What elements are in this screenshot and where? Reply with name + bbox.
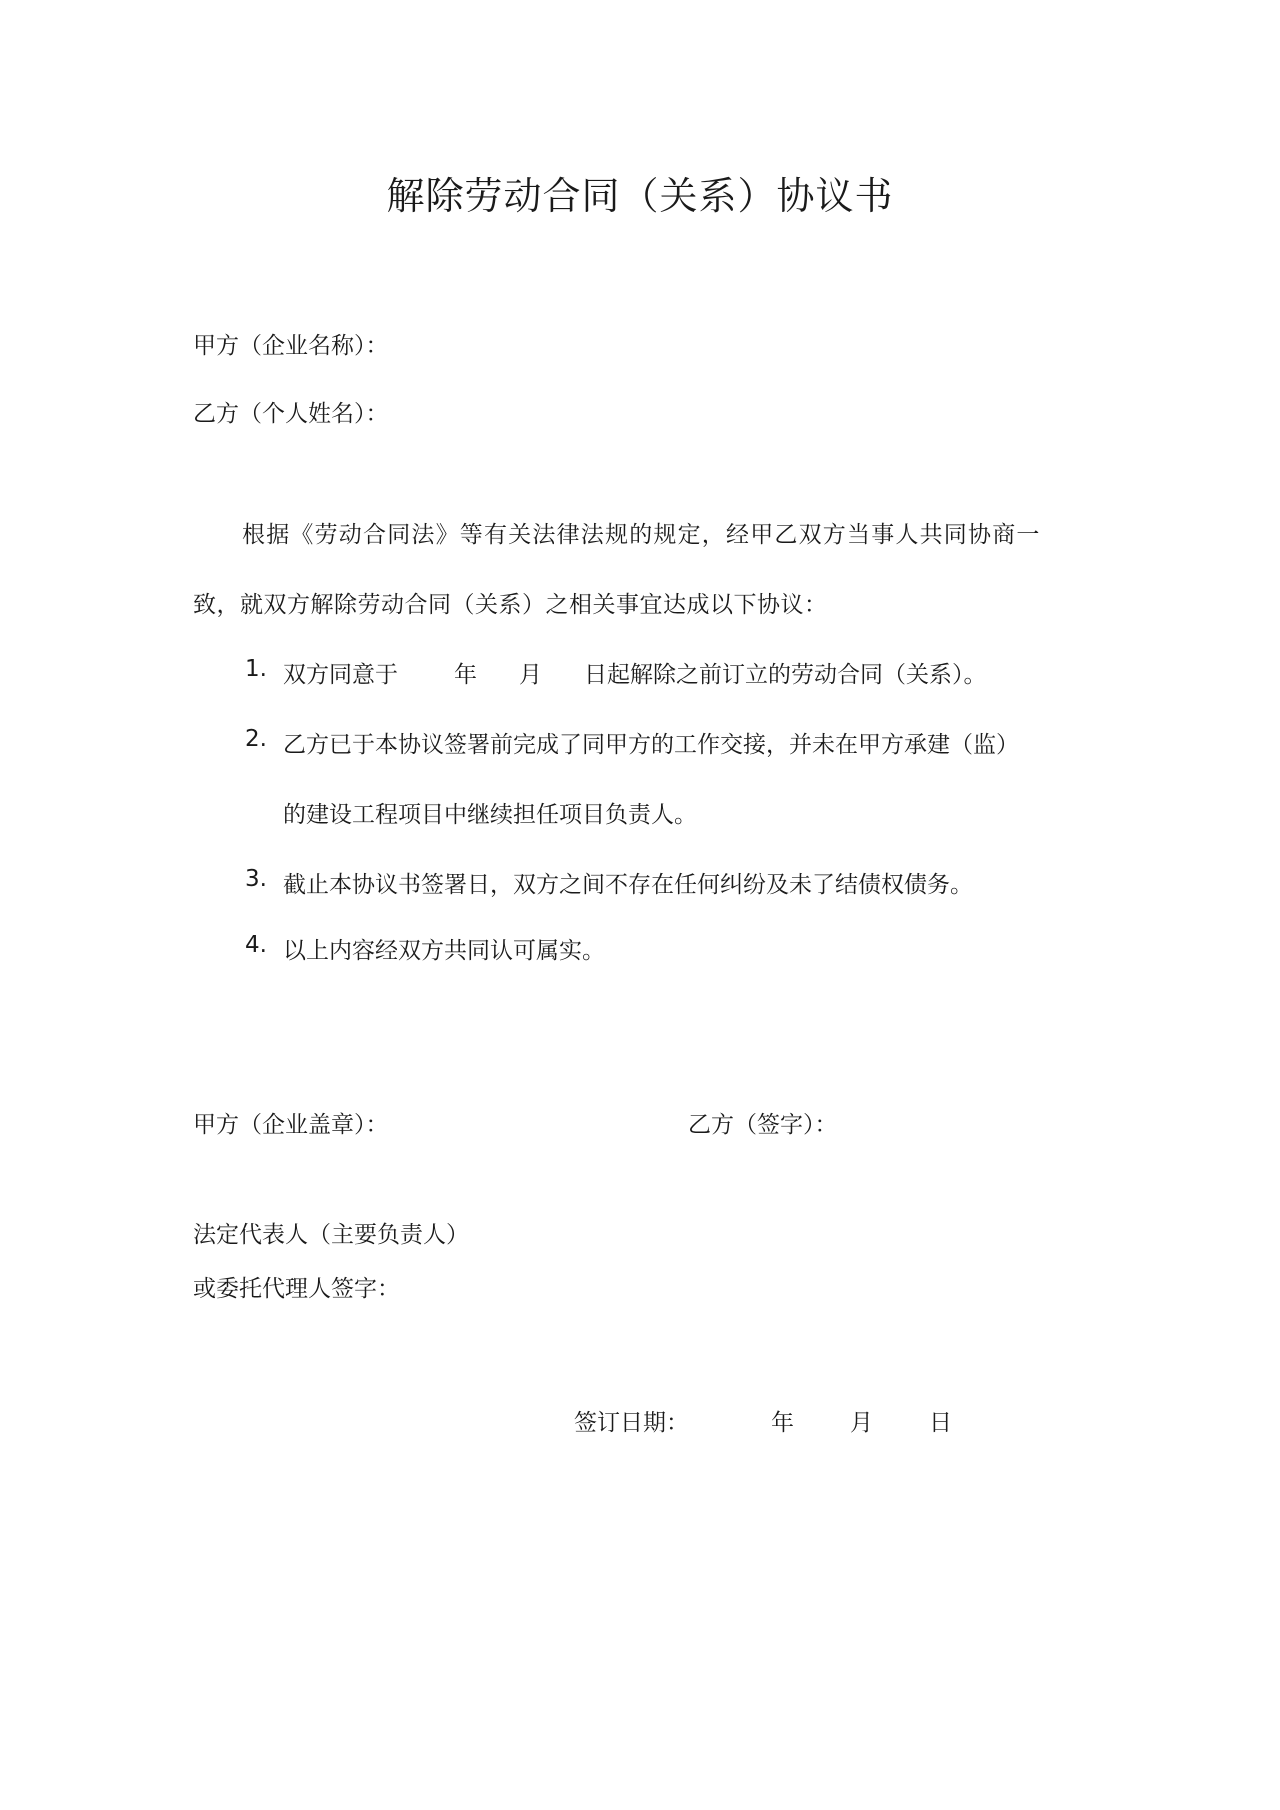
authorized-agent-signature-label: 或委托代理人签字： [193, 1276, 400, 1302]
item-text [283, 656, 987, 689]
item-1-text-after: 日起解除之前订立的劳动合同（关系）。 [584, 662, 987, 688]
signing-date-label: 签订日期： [574, 1410, 689, 1436]
intro-paragraph-line-2: 致，就双方解除劳动合同（关系）之相关事宜达成以下协议： [193, 592, 828, 618]
item-1-text-before: 双方同意于 [283, 662, 398, 688]
item-1-year: 年 [454, 662, 477, 688]
legal-representative-label: 法定代表人（主要负责人） [193, 1222, 469, 1248]
item-number: 3. [245, 866, 267, 892]
item-text: 乙方已于本协议签署前完成了同甲方的工作交接，并未在甲方承建（监） [283, 732, 1019, 758]
agreement-item-2-continuation: 的建设工程项目中继续担任项目负责人。 [283, 802, 697, 828]
item-number: 4. [245, 932, 267, 958]
party-a-seal-label: 甲方（企业盖章）： [193, 1112, 389, 1138]
item-1-month: 月 [519, 662, 542, 688]
item-number: 2. [245, 726, 267, 752]
document-title: 解除劳动合同（关系）协议书 [386, 174, 894, 218]
signing-date [574, 1404, 952, 1437]
signing-date-month: 月 [850, 1410, 873, 1436]
item-text: 以上内容经双方共同认可属实。 [283, 938, 605, 964]
intro-paragraph-line-1: 根据《劳动合同法》等有关法律法规的规定，经甲乙双方当事人共同协商一 [242, 522, 1041, 548]
signing-date-day: 日 [929, 1410, 952, 1436]
item-number: 1. [245, 656, 267, 682]
party-a-company-name: 甲方（企业名称）： [193, 333, 389, 359]
signing-date-year: 年 [771, 1410, 794, 1436]
party-b-signature-label: 乙方（签字）： [688, 1112, 838, 1138]
party-b-person-name: 乙方（个人姓名）： [193, 401, 389, 427]
item-text: 截止本协议书签署日，双方之间不存在任何纠纷及未了结债权债务。 [283, 872, 973, 898]
